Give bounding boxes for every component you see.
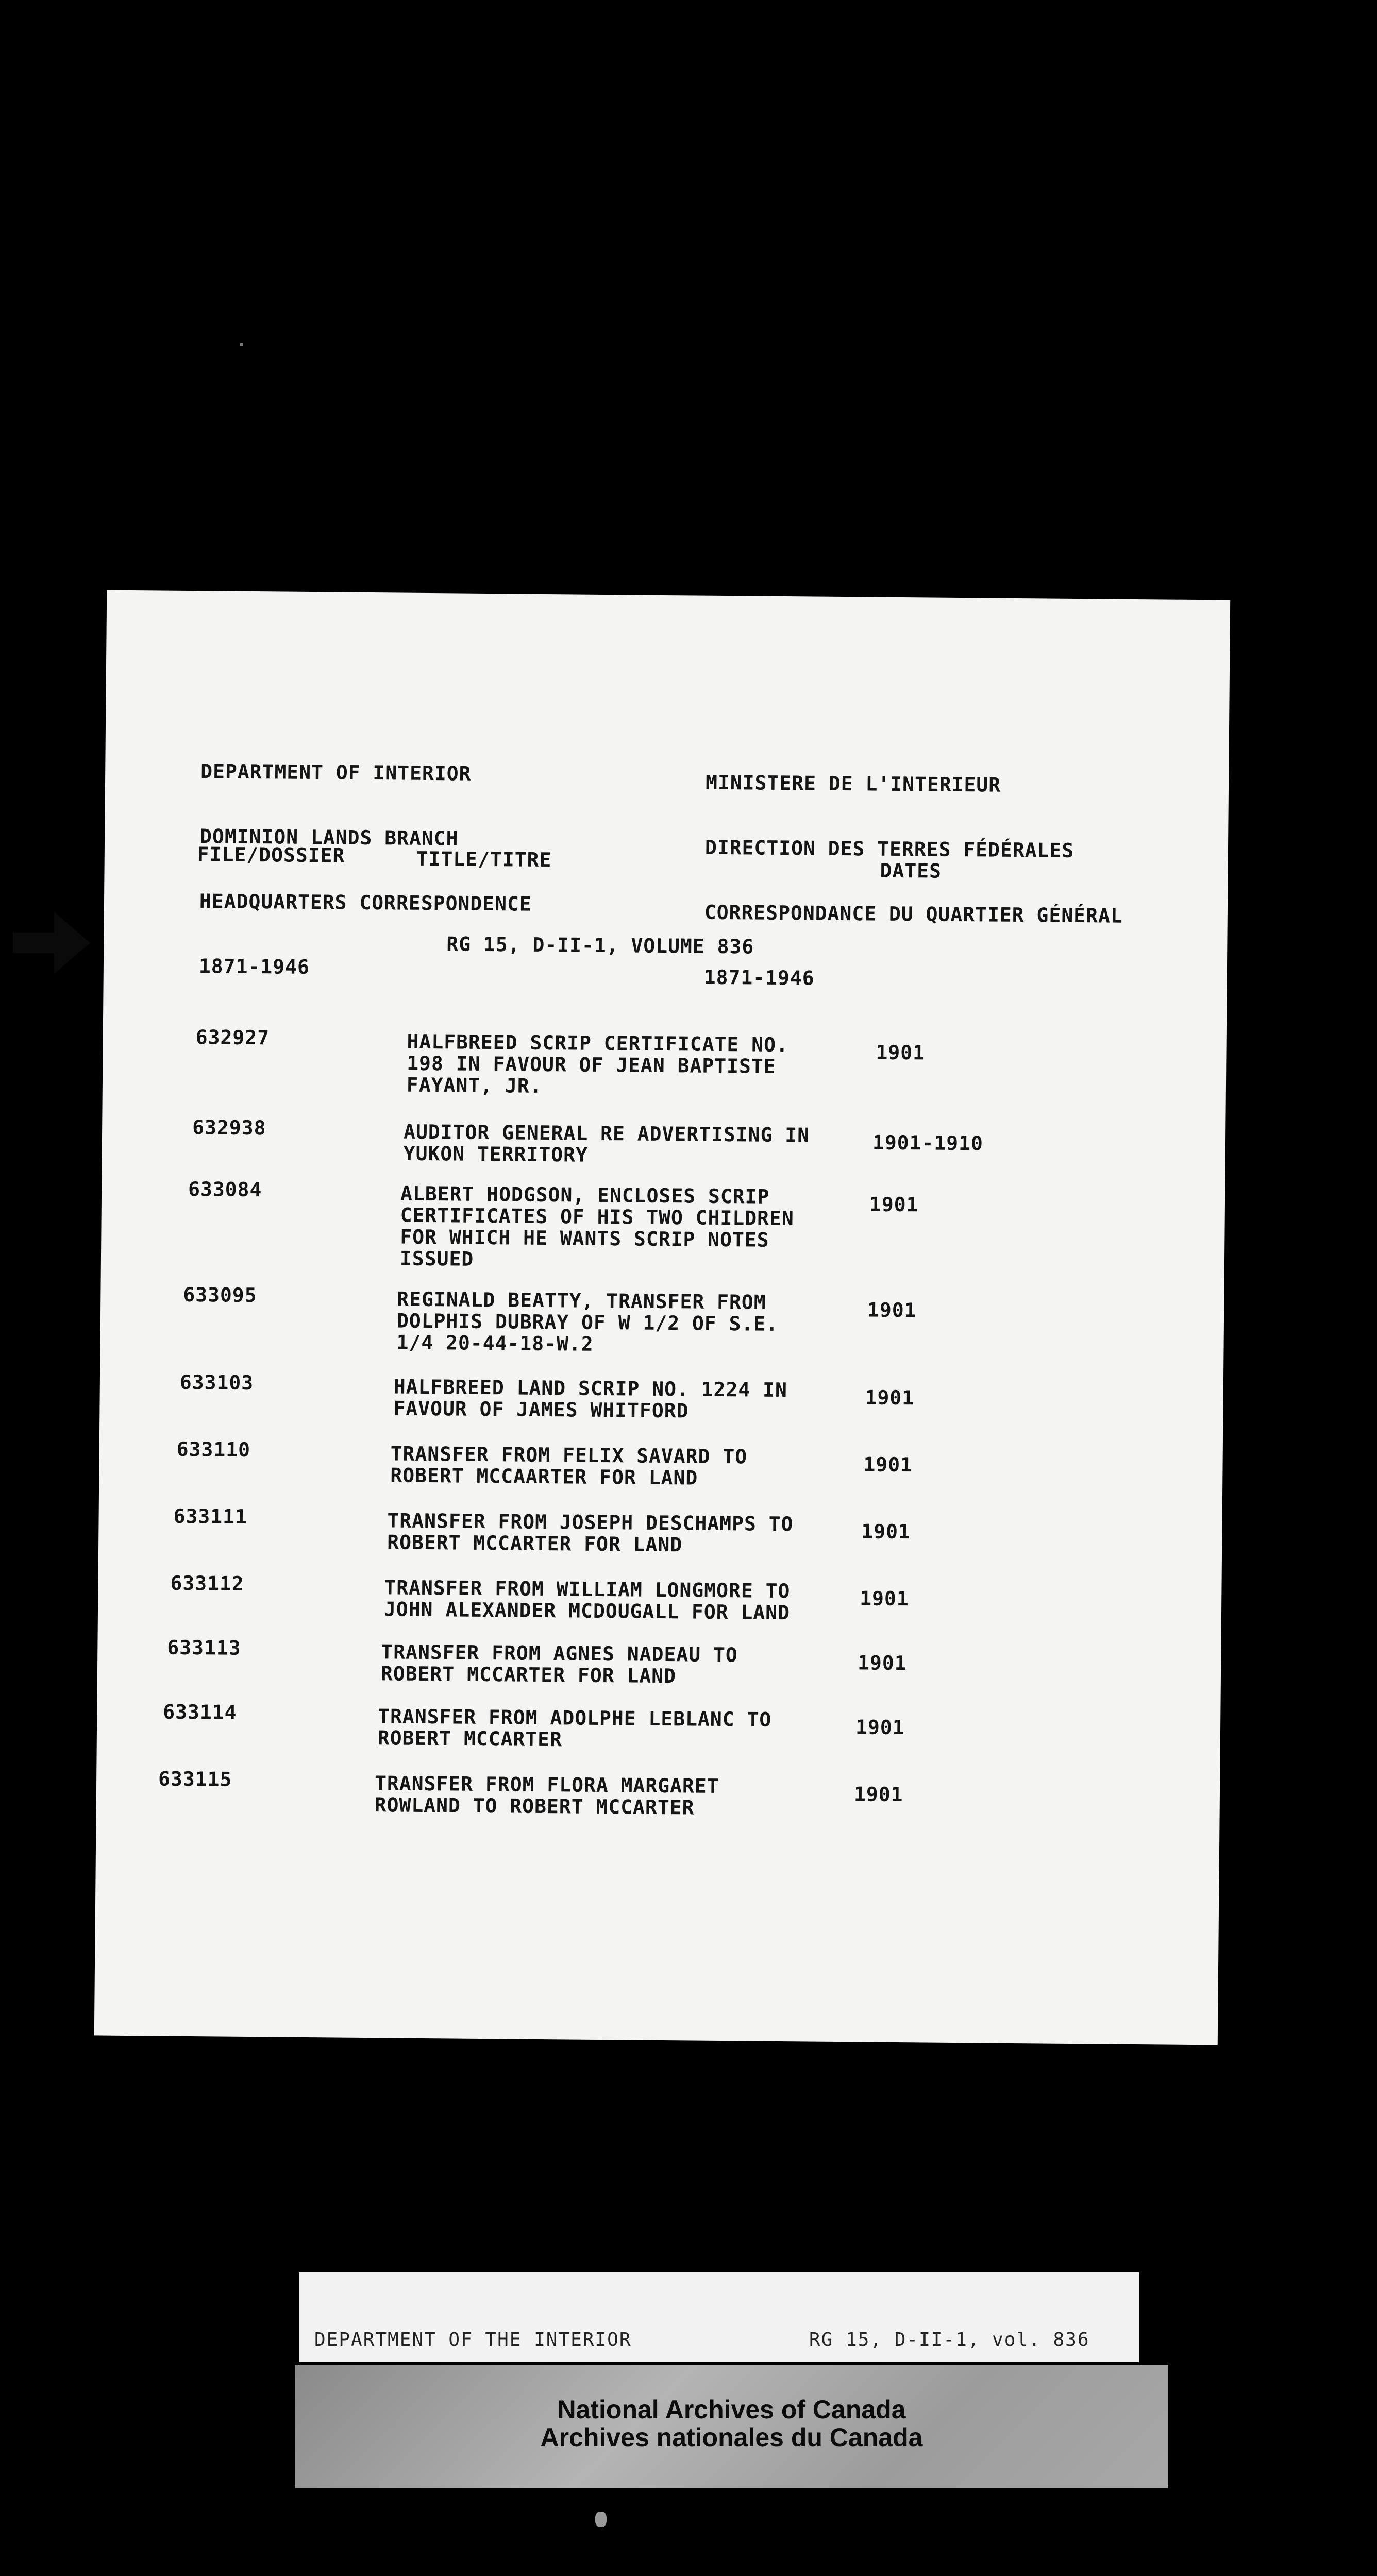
file-number: 633110	[176, 1437, 251, 1462]
file-title-line: ROBERT MCCARTER FOR LAND	[387, 1531, 683, 1556]
header-left-line: HEADQUARTERS CORRESPONDENCE	[199, 890, 532, 916]
header-right-line: CORRESPONDANCE DU QUARTIER GÉNÉRAL	[704, 901, 1123, 927]
file-number: 633114	[163, 1700, 237, 1724]
film-speck	[240, 343, 243, 346]
column-file-header: FILE/DOSSIER	[197, 843, 345, 867]
file-date: 1901	[855, 1716, 905, 1739]
file-title	[378, 1705, 772, 1752]
file-number: 633095	[183, 1283, 257, 1307]
file-date: 1901	[861, 1520, 911, 1544]
file-number: 633115	[158, 1767, 232, 1791]
file-title	[381, 1641, 738, 1687]
file-title	[400, 1183, 795, 1273]
archives-name-fr: Archives nationales du Canada	[540, 2423, 923, 2452]
reference-label	[299, 2272, 1139, 2362]
file-date: 1901	[853, 1783, 903, 1806]
file-title-line: DOLPHIS DUBRAY OF W 1/2 OF S.E.	[396, 1309, 779, 1335]
file-title-line: FAVOUR OF JAMES WHITFORD	[393, 1397, 689, 1422]
file-title-line: FOR WHICH HE WANTS SCRIP NOTES	[400, 1225, 769, 1251]
file-title	[393, 1376, 787, 1422]
file-title-line: YUKON TERRITORY	[403, 1142, 589, 1166]
file-title-line: TRANSFER FROM AGNES NADEAU TO	[381, 1640, 738, 1667]
file-title-line: TRANSFER FROM FLORA MARGARET	[374, 1772, 719, 1798]
header-left-line: DOMINION LANDS BRANCH	[199, 825, 459, 850]
file-title-line: ALBERT HODGSON, ENCLOSES SCRIP	[400, 1182, 770, 1208]
file-title-line: HALFBREED SCRIP CERTIFICATE NO.	[407, 1030, 789, 1057]
file-title-line: 1/4 20-44-18-W.2	[396, 1331, 594, 1355]
archives-stamp	[295, 2365, 1168, 2488]
file-title-line: AUDITOR GENERAL RE ADVERTISING IN	[403, 1120, 810, 1147]
file-number: 632927	[195, 1026, 270, 1049]
file-date: 1901	[876, 1041, 926, 1064]
volume-reference: RG 15, D-II-1, VOLUME 836	[446, 933, 754, 958]
column-title-header: TITLE/TITRE	[416, 847, 552, 872]
file-title	[390, 1443, 747, 1489]
file-title	[407, 1031, 788, 1099]
file-date: 1901	[869, 1193, 919, 1216]
file-date: 1901-1910	[872, 1131, 984, 1155]
file-title	[384, 1577, 791, 1623]
file-title-line: TRANSFER FROM WILLIAM LONGMORE TO	[384, 1576, 791, 1603]
file-title-line: TRANSFER FROM ADOLPHE LEBLANC TO	[378, 1705, 772, 1731]
file-title-line: REGINALD BEATTY, TRANSFER FROM	[397, 1287, 766, 1314]
header-left-line: 1871-1946	[198, 955, 310, 979]
label-left-line: DEPARTMENT OF THE INTERIOR	[314, 2329, 632, 2350]
file-title-line: FAYANT, JR.	[406, 1073, 542, 1097]
file-date: 1901	[857, 1651, 907, 1675]
file-title-line: JOHN ALEXANDER MCDOUGALL FOR LAND	[383, 1598, 791, 1624]
file-number: 633113	[167, 1636, 241, 1659]
header-left-line: DEPARTMENT OF INTERIOR	[200, 760, 472, 785]
file-date: 1901	[863, 1453, 913, 1477]
document-page	[94, 590, 1230, 2045]
header-right-line: MINISTERE DE L'INTERIEUR	[705, 771, 1001, 796]
file-number: 633112	[170, 1571, 244, 1595]
column-dates-header: DATES	[880, 859, 942, 883]
label-right-line: RG 15, D-II-1, vol. 836	[809, 2329, 1090, 2350]
file-title-line: TRANSFER FROM JOSEPH DESCHAMPS TO	[387, 1509, 794, 1536]
file-date: 1901	[860, 1587, 909, 1611]
file-title-line: ROBERT MCCAARTER FOR LAND	[390, 1464, 698, 1489]
film-speck	[595, 2512, 607, 2527]
archives-name-en: National Archives of Canada	[557, 2395, 906, 2424]
header-right-line: DIRECTION DES TERRES FÉDÉRALES	[704, 836, 1074, 862]
file-title-line: ROBERT MCCARTER FOR LAND	[380, 1662, 677, 1688]
file-title	[375, 1772, 719, 1819]
file-title	[396, 1289, 778, 1357]
file-title-line: ROWLAND TO ROBERT MCCARTER	[374, 1793, 695, 1819]
file-title-line: ISSUED	[399, 1247, 474, 1270]
file-number: 633084	[188, 1177, 262, 1201]
file-title-line: HALFBREED LAND SCRIP NO. 1224 IN	[393, 1375, 788, 1402]
file-title-line: TRANSFER FROM FELIX SAVARD TO	[390, 1442, 748, 1468]
file-date: 1901	[867, 1298, 917, 1322]
file-number: 632938	[192, 1116, 266, 1140]
pointer-arrow-icon	[13, 909, 90, 976]
file-title-line: CERTIFICATES OF HIS TWO CHILDREN	[400, 1204, 794, 1230]
file-number: 633103	[179, 1370, 254, 1395]
file-title-line: ROBERT MCCARTER	[377, 1726, 563, 1751]
file-title-line: 198 IN FAVOUR OF JEAN BAPTISTE	[407, 1052, 776, 1078]
header-right-line: 1871-1946	[703, 965, 815, 990]
file-date: 1901	[865, 1386, 915, 1410]
file-title	[387, 1510, 794, 1556]
file-title	[404, 1121, 810, 1168]
file-number: 633111	[173, 1504, 248, 1528]
